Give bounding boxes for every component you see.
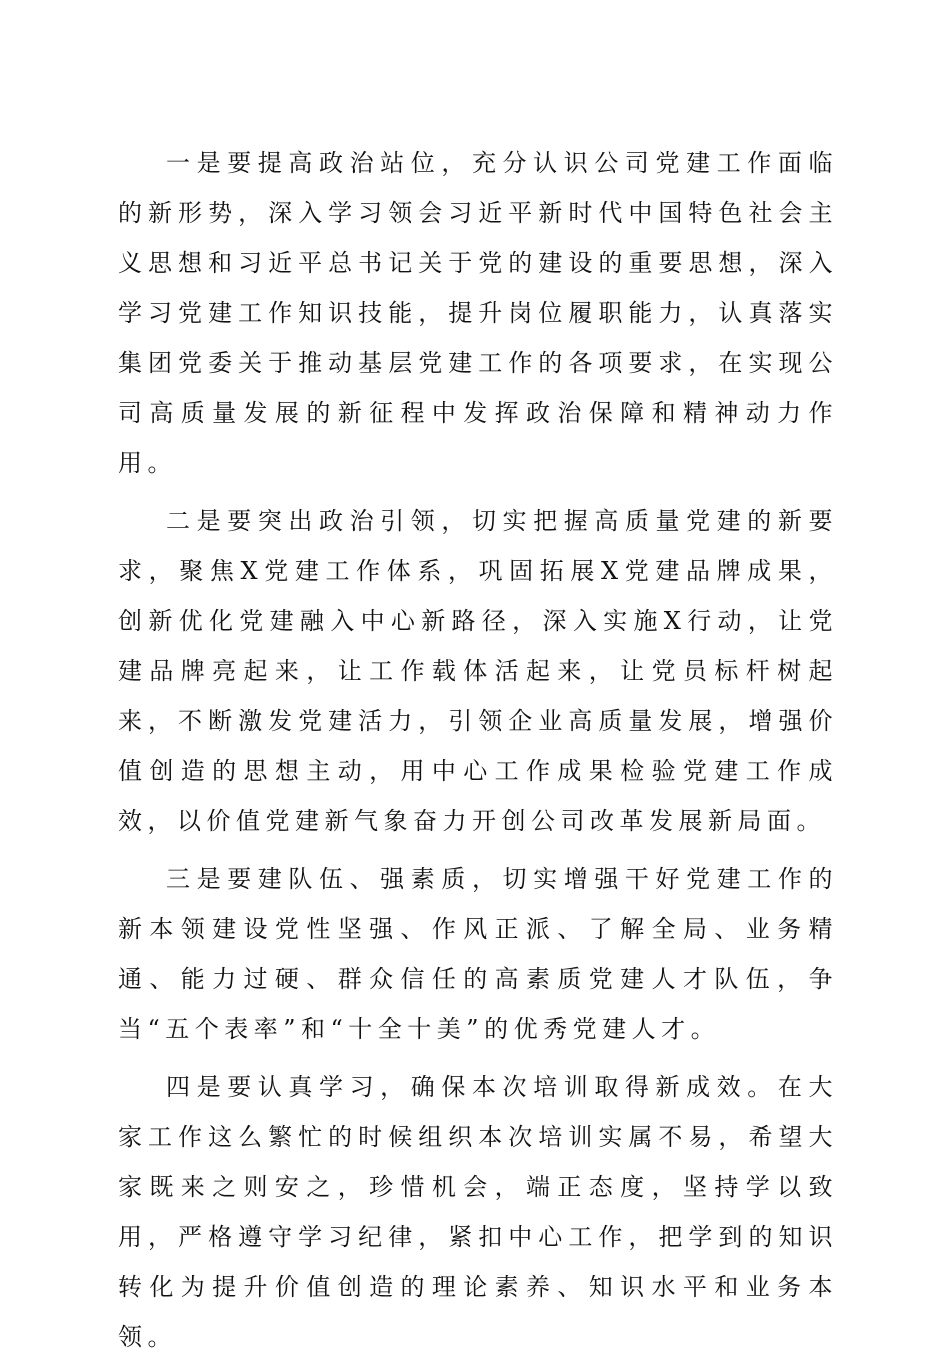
paragraph-1: 一是要提高政治站位，充分认识公司党建工作面临的新形势，深入学习领会习近平新时代中国特色社会主义思想和习近平总书记关于党的建设的重要思想，深入学习党建工作知识技能，提升岗位履职能力，认真落实集团党委关于推动基层党建工作的各项要求，在实现公司高质量发展的新征程中发挥政治保障和精神动力作用。 [118, 149, 838, 477]
paragraph-2: 二是要突出政治引领，切实把握高质量党建的新要求，聚焦X党建工作体系，巩固拓展X党建品牌成果，创新优化党建融入中心新路径，深入实施X行动，让党建品牌亮起来，让工作载体活起来，让党员标杆树起来，不断激发党建活力，引领企业高质量发展，增强价值创造的思想主动，用中心工作成果检验党建工作成效，以价值党建新气象奋力开创公司改革发展新局面。 [118, 507, 838, 835]
paragraph-3: 三是要建队伍、强素质，切实增强干好党建工作的新本领建设党性坚强、作风正派、了解全局、业务精通、能力过硬、群众信任的高素质党建人才队伍，争当“五个表率”和“十全十美”的优秀党建人才。 [118, 865, 838, 1043]
document-body [118, 138, 838, 1362]
paragraph-4: 四是要认真学习，确保本次培训取得新成效。在大家工作这么繁忙的时候组织本次培训实属不易，希望大家既来之则安之，珍惜机会，端正态度，坚持学以致用，严格遵守学习纪律，紧扣中心工作，把学到的知识转化为提升价值创造的理论素养、知识水平和业务本领。 [118, 1073, 838, 1351]
